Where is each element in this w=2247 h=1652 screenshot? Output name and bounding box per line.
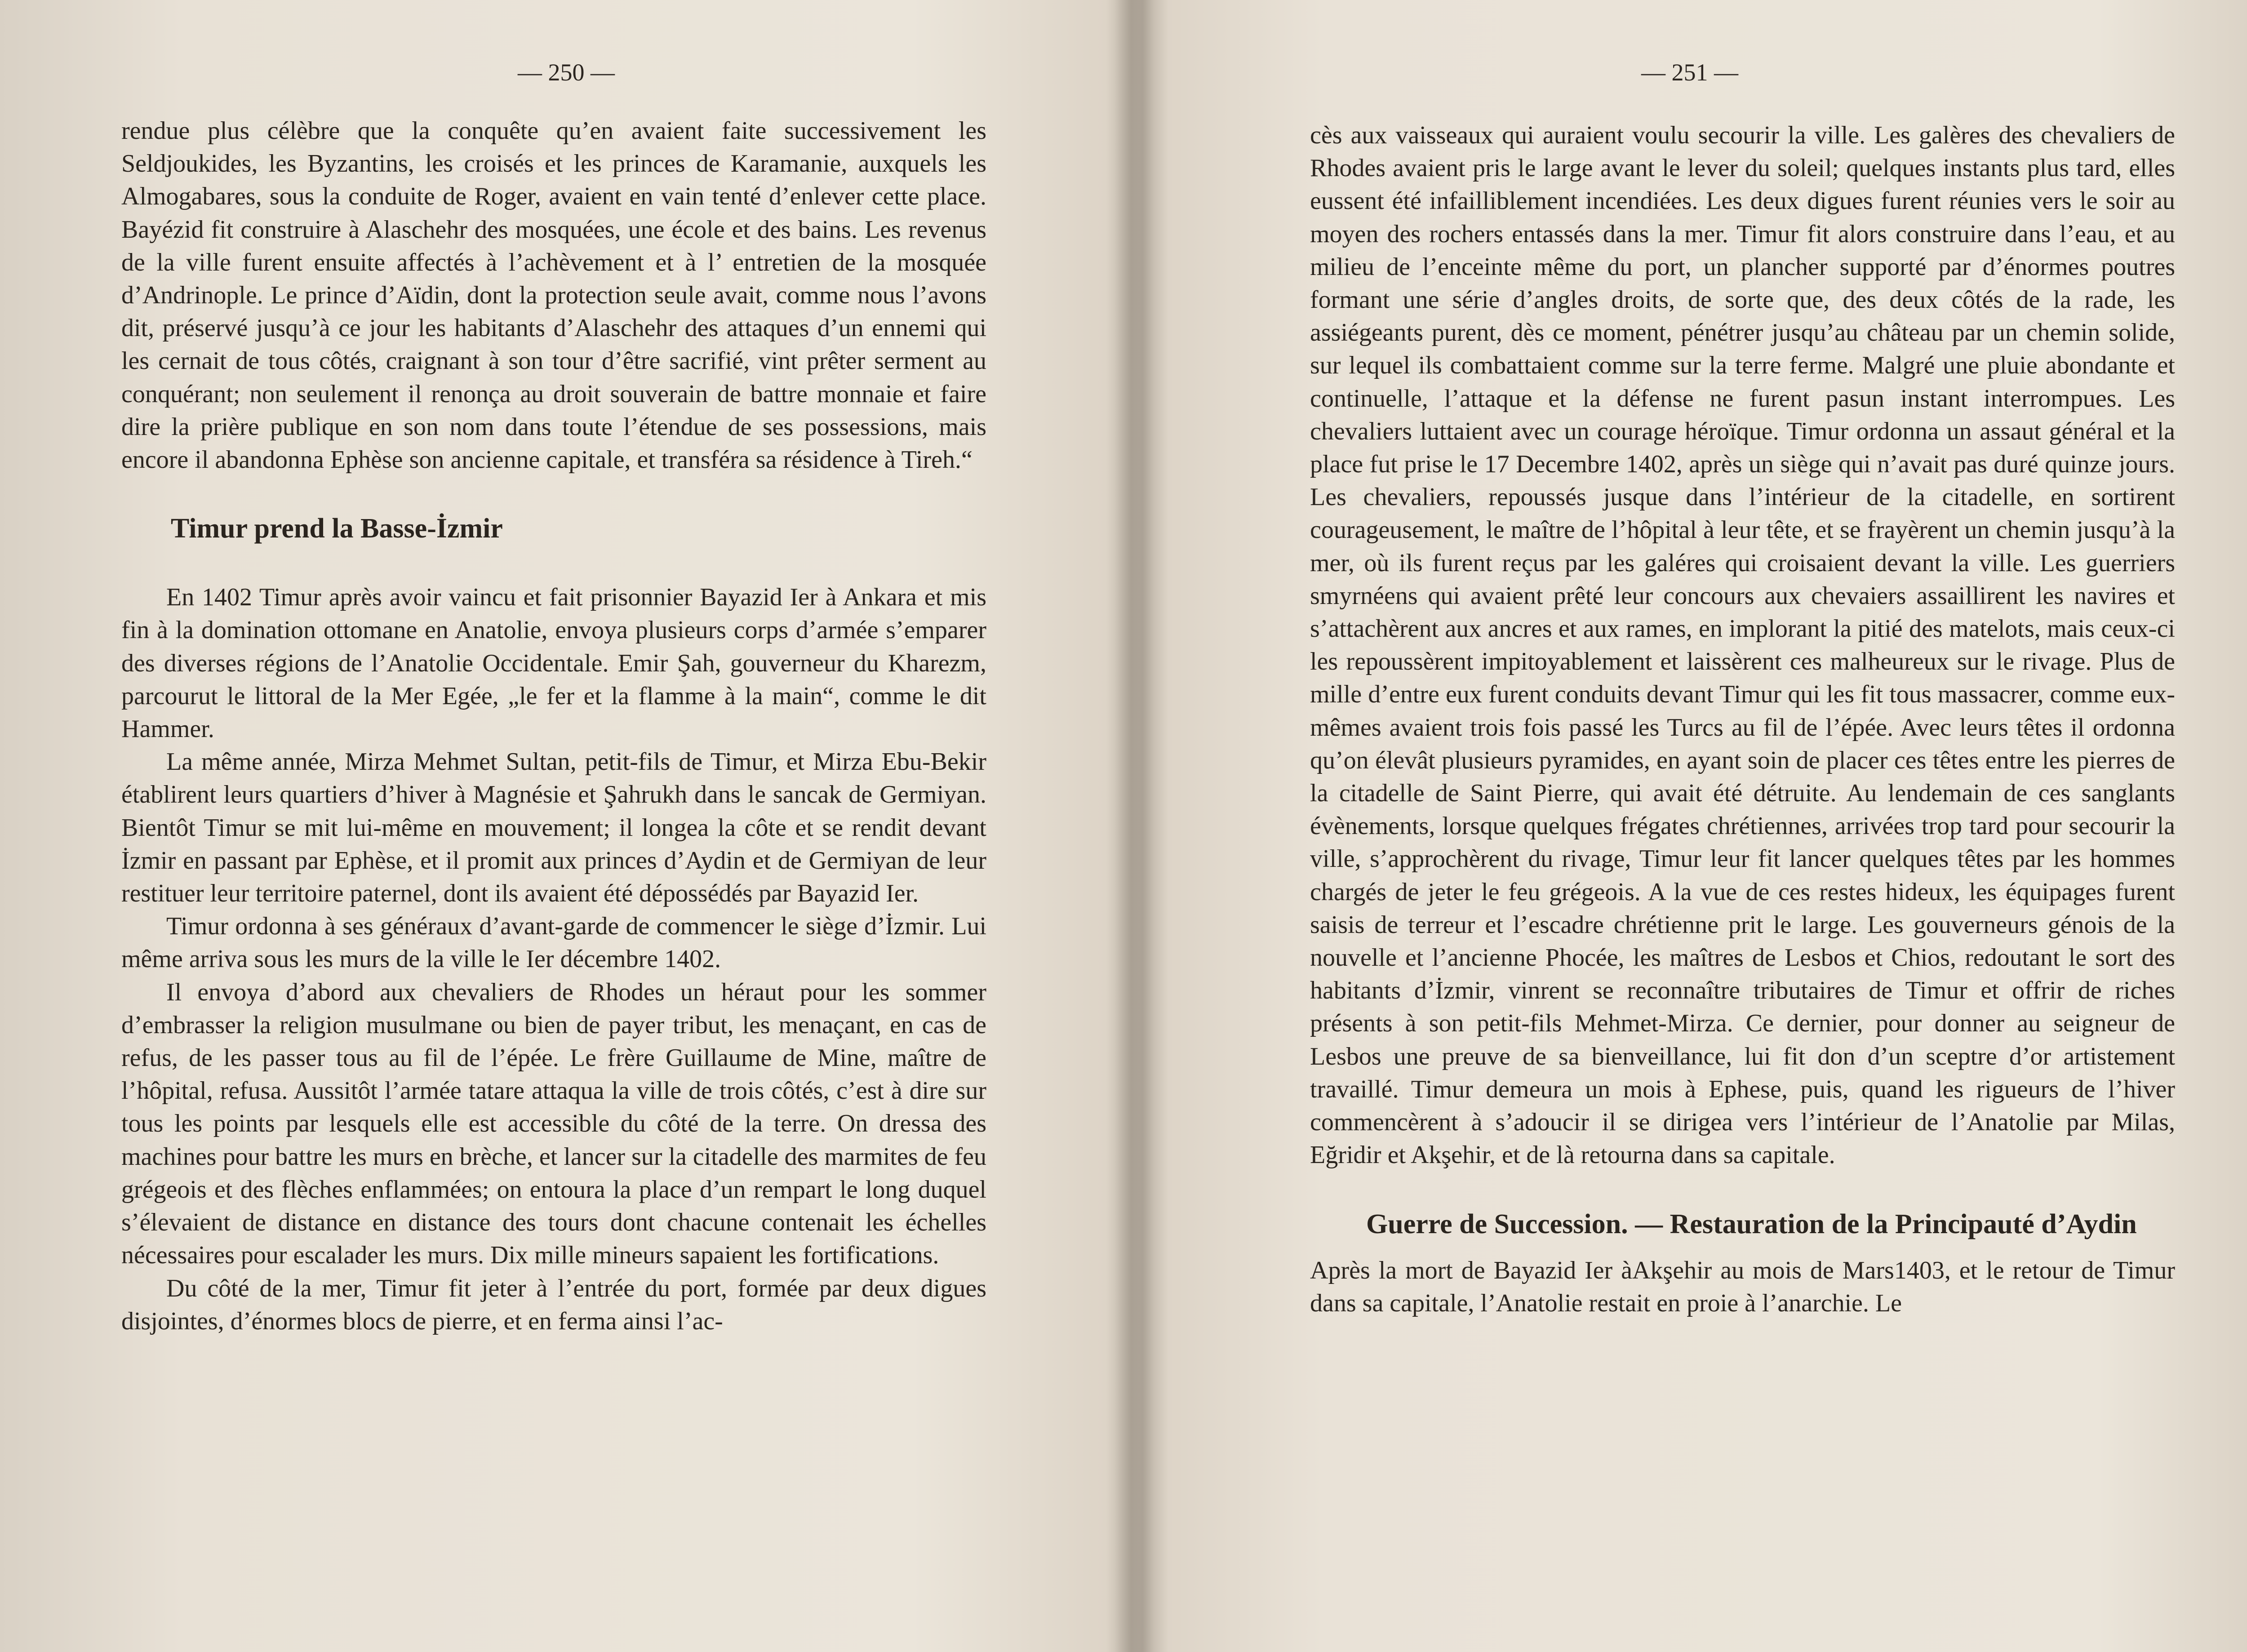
paragraph: Du côté de la mer, Timur fit jeter à l’entrée du port, formée par deux digues disjointes, d’énormes blocs de pierre, et en ferma ainsi l’ac- <box>121 1274 986 1335</box>
paragraph: Il envoya d’abord aux chevaliers de Rhodes un héraut pour les sommer d’embrasser la religion musulmane ou bien de payer tribut, les menaçant, en cas de refus, de les passer tous au fil de l’épée. Le frère Guillaume de Mine, maître de l’hôpital, refusa. Aussitôt l’armée tatare attaqua la ville de trois côtés, c’est à dire sur tous les points par lesquels elle est accessible du côté de la terre. On dressa des machines pour battre les murs en brèche, et lancer sur la citadelle des marmites de feu grégeois et des flèches enflammées; on entoura la place d’un rempart le long duquel s’élevaient de distance en distance des tours dont chacune contenait les échelles nécessaires pour escalader les murs. Dix mille mineurs sapaient les fortifications. <box>121 978 986 1270</box>
page-number: — 251 — <box>1641 59 1738 86</box>
paragraph: La même année, Mirza Mehmet Sultan, petit-fils de Timur, et Mirza Ebu-Bekir établirent leurs quartiers d’hiver à Magnésie et Şahrukh dans le sancak de Germiyan. Bientôt Timur se mit lui-même en mouvement; il longea la côte et se rendit devant İzmir en passant par Ephèse, et il promit aux princes d’Aydin et de Germiyan de leur restituer leur territoire paternel, dont ils avaient été dépossédés par Bayazid Ier. <box>121 748 986 908</box>
page-text <box>121 115 986 1338</box>
section-heading: Guerre de Succession. — Restauration de la Principauté d’Aydin <box>1366 1208 2137 1239</box>
paragraph: En 1402 Timur après avoir vaincu et fait prisonnier Bayazid Ier à Ankara et mis fin à la domination ottomane en Anatolie, envoya plusieurs corps d’armée s’emparer des diverses régions de l’Anatolie Occidentale. Emir Şah, gouverneur du Kharezm, parcourut le littoral de la Mer Egée, „le fer et la flamme à la main“, comme le dit Hammer. <box>121 583 986 743</box>
page-text <box>1310 119 2175 1320</box>
section-heading: Timur prend la Basse-İzmir <box>171 513 503 544</box>
page-number: — 250 — <box>518 59 615 86</box>
paragraph: Après la mort de Bayazid Ier àAkşehir au mois de Mars1403, et le retour de Timur dans sa capitale, l’Anatolie restait en proie à l’anarchie. Le <box>1310 1256 2175 1317</box>
paragraph: rendue plus célèbre que la conquête qu’en avaient faite successivement les Seldjoukides, les Byzantins, les croisés et les princes de Karamanie, auxquels les Almogabares, sous la conduite de Roger, avaient en vain tenté d’enlever cette place. Bayézid fit construire à Alaschehr des mosquées, une école et des bains. Les revenus de la ville furent ensuite affectés à l’achèvement et à l’ entretien de la mosquée d’Andrinople. Le prince d’Aïdin, dont la protection seule avait, comme nous l’avons dit, préservé jusqu’à ce jour les habitants d’Alaschehr des attaques d’un ennemi qui les cernait de tous côtés, craignant à son tour d’être sacrifié, vint prêter serment au conquérant; non seulement il renonça au droit souverain de battre monnaie et faire dire la prière publique en son nom dans toute l’étendue de ses possessions, mais encore il abandonna Ephèse son ancienne capitale, et transféra sa résidence à Tireh.“ <box>121 117 986 474</box>
right-page <box>1150 0 2247 1652</box>
paragraph: Timur ordonna à ses généraux d’avant-garde de commencer le siège d’İzmir. Lui même arriva sous les murs de la ville le Ier décembre 1402. <box>121 912 986 973</box>
paragraph: cès aux vaisseaux qui auraient voulu secourir la ville. Les galères des chevaliers de Rhodes avaient pris le large avant le lever du soleil; quelques instants plus tard, elles eussent été infailliblement incendiées. Les deux digues furent réunies vers le soir au moyen des rochers entassés dans la mer. Timur fit alors construire dans l’eau, et au milieu de l’enceinte même du port, un plancher supporté par d’énormes poutres formant une série d’angles droits, de sorte que, des deux côtés de la rade, les assiégeants purent, dès ce moment, pénétrer jusqu’au château par un chemin solide, sur lequel ils combattaient comme sur la terre ferme. Malgré une pluie abondante et continuelle, l’attaque et la défense ne furent pasun instant interrompues. Les chevaliers luttaient avec un courage héroïque. Timur ordonna un assaut général et la place fut prise le 17 Decembre 1402, après un siège qui n’avait pas duré quinze jours. Les chevaliers, repoussés jusque dans l’intérieur de la citadelle, en sortirent courageusement, le maître de l’hôpital à leur tête, et se frayèrent un chemin jusqu’à la mer, où ils furent reçus par les galéres qui croisaient devant la ville. Les guerriers smyrnéens qui avaient prêté leur concours aux chevaiers assaillirent les navires et s’attachèrent aux ancres et aux rames, en implorant la pitié des matelots, mais ceux-ci les repoussèrent impitoyablement et laissèrent ces malheureux sur le rivage. Plus de mille d’entre eux furent conduits devant Timur qui les fit tous massacrer, comme eux-mêmes avaient trois fois passé les Turcs au fil de l’épée. Avec leurs têtes il ordonna qu’on élevât plusieurs pyramides, en ayant soin de placer ces têtes entre les pierres de la citadelle de Saint Pierre, qui avait été détruite. Au lendemain de ces sanglants évènements, lorsque quelques frégates chrétiennes, arrivées trop tard pour secourir la ville, s’approchèrent du rivage, Timur leur fit lancer quelques têtes par les hommes chargés de jeter le feu grégeois. A la vue de ces restes hideux, les équipages furent saisis de terreur et l’escadre chrétienne prit le large. Les gouverneurs génois de la nouvelle et l’ancienne Phocée, les maîtres de Lesbos et Chios, redoutant le sort des habitants d’İzmir, vinrent se reconnaître tributaires de Timur et offrir de riches présents à son petit-fils Mehmet-Mirza. Ce dernier, pour donner au seigneur de Lesbos une preuve de sa bienveillance, lui fit don d’un sceptre d’or artistement travaillé. Timur demeura un mois à Ephese, puis, quand les rigueurs de l’hiver commencèrent à s’adoucir il se dirigea vers l’intérieur de l’Anatolie par Milas, Eğridir et Akşehir, et de là retourna dans sa capitale. <box>1310 121 2175 1169</box>
